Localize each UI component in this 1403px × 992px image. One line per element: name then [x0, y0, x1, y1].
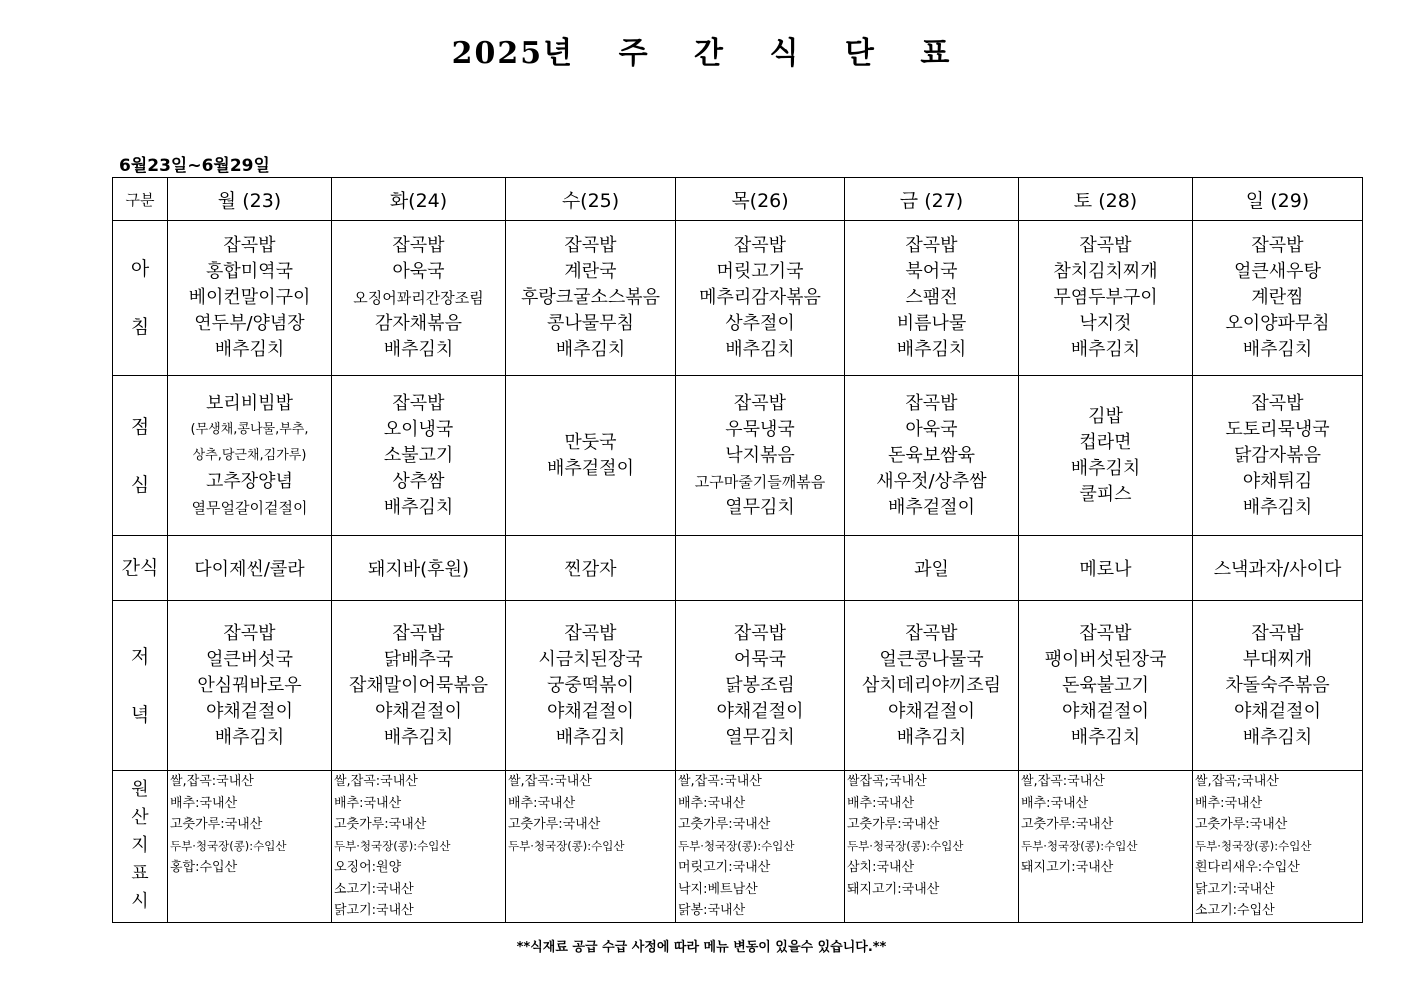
menu-item: 홍합미역국	[206, 261, 293, 282]
menu-item: 차돌숙주볶음	[1225, 674, 1330, 696]
menu-table	[112, 177, 1363, 923]
title-char: 간	[694, 36, 726, 71]
menu-item: 낙지볶음	[725, 444, 795, 466]
menu-item: 잡곡밥	[1251, 235, 1304, 256]
menu-item: 열무김치	[725, 496, 795, 518]
menu-item: 시금치된장국	[538, 648, 643, 670]
menu-item: 야채겉절이	[1062, 700, 1149, 722]
menu-item: 배추김치	[214, 339, 285, 360]
origin-item: 배추:국내산	[170, 795, 238, 811]
dinner-row	[113, 601, 1363, 771]
menu-item: 열무김치	[725, 726, 795, 748]
menu-item: 배추김치	[1070, 726, 1141, 748]
origin-item: 두부·청국장(콩):수입산	[1195, 838, 1312, 853]
menu-item: 잡곡밥	[1079, 622, 1132, 644]
menu-item: 잡곡밥	[564, 235, 617, 256]
menu-item: 잡곡밥	[223, 235, 276, 256]
origin-item: 고춧가루:국내산	[1195, 817, 1288, 832]
origin-item: 닭봉:국내산	[678, 903, 746, 918]
menu-item: 잡곡밥	[733, 235, 787, 256]
menu-item: 배추김치	[896, 726, 967, 748]
header-day-sat: 토 (28)	[1019, 178, 1193, 221]
header-row	[113, 178, 1363, 221]
dinner-tue	[332, 601, 506, 771]
menu-item: 잡곡밥	[733, 392, 787, 414]
menu-item: 궁중떡볶이	[547, 674, 634, 696]
menu-item: 상추절이	[725, 313, 795, 334]
menu-item: 아욱국	[905, 418, 958, 440]
lunch-sat	[1019, 376, 1193, 536]
menu-item: 안심꿔바로우	[197, 674, 302, 696]
menu-item: 새우젓/상추쌈	[876, 470, 987, 492]
menu-item: 메추리감자볶음	[699, 287, 821, 308]
menu-item: 배추김치	[214, 726, 285, 748]
origin-item: 쌀,잡곡:국내산	[678, 774, 762, 789]
title-char: 표	[920, 36, 952, 71]
footer-note: **식재료 공급 수급 사정에 따라 메뉴 변동이 있을수 있습니다.**	[516, 940, 887, 955]
origin-label	[113, 771, 168, 923]
snack-tue: 돼지바(후원)	[332, 536, 506, 601]
origin-item: 배추:국내산	[1021, 795, 1089, 811]
header-day-wed: 수(25)	[506, 178, 676, 221]
menu-item: 배추김치	[383, 496, 454, 518]
menu-item: 아욱국	[392, 261, 445, 282]
label-char: 표	[131, 863, 149, 885]
lunch-label	[113, 376, 168, 536]
origin-sun	[1193, 771, 1363, 923]
breakfast-fri	[845, 221, 1019, 376]
menu-item: 연두부/양념장	[194, 313, 305, 334]
menu-item: 부대찌개	[1242, 648, 1313, 670]
header-day-sun: 일 (29)	[1193, 178, 1363, 221]
breakfast-tue	[332, 221, 506, 376]
menu-item: 참치김치찌개	[1053, 261, 1158, 282]
origin-item: 머릿고기:국내산	[678, 860, 771, 875]
origin-item: 쌀,잡곡:국내산	[334, 774, 418, 789]
menu-item: (무생채,콩나물,부추,	[190, 421, 309, 437]
breakfast-mon	[168, 221, 332, 376]
origin-item: 배추:국내산	[847, 795, 915, 811]
menu-item: 비름나물	[896, 313, 967, 334]
menu-item: 어묵국	[733, 648, 787, 670]
menu-item: 오징어꽈리간장조림	[353, 289, 484, 307]
origin-fri	[845, 771, 1019, 923]
label-char: 저	[130, 645, 150, 668]
menu-item: 고구마줄기들깨볶음	[694, 472, 826, 491]
origin-row	[113, 771, 1363, 923]
label-char: 심	[130, 473, 150, 496]
origin-item: 돼지고기:국내산	[847, 881, 940, 897]
menu-item: 닭배추국	[383, 648, 454, 670]
origin-wed	[506, 771, 676, 923]
menu-item: 팽이버섯된장국	[1044, 648, 1167, 670]
dinner-mon	[168, 601, 332, 771]
menu-item: 김밥	[1088, 405, 1123, 427]
dinner-label	[113, 601, 168, 771]
menu-item: 고추장양념	[206, 470, 293, 492]
header-day-tue: 화(24)	[332, 178, 506, 221]
menu-item: 잡곡밥	[392, 392, 445, 414]
breakfast-sun	[1193, 221, 1363, 376]
origin-item: 두부·청국장(콩):수입산	[508, 838, 625, 853]
menu-item: 쿨피스	[1079, 483, 1132, 505]
label-char: 침	[130, 316, 150, 338]
header-day-fri: 금 (27)	[845, 178, 1019, 221]
origin-item: 고춧가루:국내산	[678, 817, 771, 832]
origin-item: 고춧가루:국내산	[847, 817, 940, 832]
menu-item: 야채겉절이	[547, 700, 634, 722]
menu-item: 잡곡밥	[392, 235, 445, 256]
menu-item: 계란국	[564, 261, 617, 282]
menu-item: 도토리묵냉국	[1225, 418, 1330, 440]
menu-item: 감자채볶음	[375, 313, 462, 334]
menu-item: 잡곡밥	[1251, 622, 1304, 644]
menu-item: 잡채말이어묵볶음	[348, 674, 489, 696]
menu-item: 무염두부구이	[1053, 287, 1158, 308]
breakfast-wed	[506, 221, 676, 376]
origin-item: 두부·청국장(콩):수입산	[678, 838, 795, 853]
origin-item: 쌀,잡곡:국내산	[1021, 774, 1105, 789]
snack-row	[113, 536, 1363, 601]
lunch-mon	[168, 376, 332, 536]
menu-item: 닭감자볶음	[1234, 444, 1321, 466]
header-gubun: 구분	[113, 178, 168, 221]
menu-item: 컵라면	[1079, 431, 1132, 453]
menu-item: 잡곡밥	[905, 392, 958, 414]
menu-item: 상추,당근채,김가루)	[192, 447, 307, 463]
title-char: 단	[844, 36, 876, 71]
label-char: 지	[131, 835, 149, 857]
origin-item: 고춧가루:국내산	[334, 817, 427, 832]
menu-item: 계란찜	[1251, 287, 1304, 308]
menu-item: 잡곡밥	[905, 235, 958, 256]
menu-item: 낙지젓	[1079, 313, 1132, 334]
dinner-thu	[676, 601, 845, 771]
menu-item: 잡곡밥	[905, 622, 958, 644]
snack-sun: 스낵과자/사이다	[1193, 536, 1363, 601]
menu-item: 배추김치	[383, 726, 454, 748]
menu-item: 배추김치	[1070, 339, 1141, 360]
origin-item: 쌀,잡곡;국내산	[1195, 774, 1279, 789]
origin-item: 두부·청국장(콩):수입산	[170, 838, 287, 853]
lunch-fri	[845, 376, 1019, 536]
menu-item: 돈육불고기	[1062, 674, 1149, 696]
menu-item: 얼큰버섯국	[206, 648, 293, 670]
origin-mon	[168, 771, 332, 923]
origin-sat	[1019, 771, 1193, 923]
menu-item: 야채튀김	[1242, 470, 1313, 492]
snack-mon: 다이제씬/콜라	[168, 536, 332, 601]
title-char: 식	[769, 36, 801, 71]
label-char: 시	[131, 891, 149, 913]
lunch-thu	[676, 376, 845, 536]
menu-item: 배추김치	[1242, 726, 1313, 748]
origin-item: 닭고기:국내산	[1195, 881, 1275, 897]
menu-item: 배추김치	[1070, 457, 1141, 479]
menu-item: 머릿고기국	[716, 261, 804, 282]
label-char: 원	[131, 779, 149, 801]
origin-thu	[676, 771, 845, 923]
header-day-mon: 월 (23)	[168, 178, 332, 221]
menu-item: 야채겉절이	[888, 700, 975, 722]
origin-tue	[332, 771, 506, 923]
lunch-row	[113, 376, 1363, 536]
menu-item: 야채겉절이	[1234, 700, 1321, 722]
week-period: 6월23일~6월29일	[119, 156, 270, 176]
menu-item: 오이냉국	[383, 418, 454, 440]
origin-item: 배추:국내산	[678, 795, 746, 811]
origin-item: 두부·청국장(콩):수입산	[847, 838, 964, 853]
page-title	[0, 28, 1403, 72]
title-year: 2025년	[451, 36, 575, 71]
menu-item: 열무얼갈이겉절이	[191, 498, 308, 517]
menu-item: 잡곡밥	[733, 622, 787, 644]
menu-item: 북어국	[905, 261, 958, 282]
menu-item: 닭봉조림	[725, 674, 795, 696]
menu-item: 배추김치	[383, 339, 454, 360]
label-char: 아	[130, 258, 150, 280]
snack-fri: 과일	[845, 536, 1019, 601]
label-char: 녁	[130, 703, 150, 726]
breakfast-row	[113, 221, 1363, 376]
menu-item: 콩나물무침	[547, 313, 634, 334]
dinner-wed	[506, 601, 676, 771]
menu-item: 잡곡밥	[223, 622, 276, 644]
origin-item: 두부·청국장(콩):수입산	[1021, 838, 1138, 853]
menu-item: 소불고기	[383, 444, 454, 466]
label-char: 산	[131, 807, 149, 829]
origin-item: 흰다리새우:수입산	[1195, 860, 1300, 875]
origin-item: 고춧가루:국내산	[508, 817, 601, 832]
snack-sat: 메로나	[1019, 536, 1193, 601]
origin-item: 낙지:베트남산	[678, 881, 758, 897]
origin-item: 삼치:국내산	[847, 860, 915, 875]
origin-item: 닭고기:국내산	[334, 903, 414, 918]
origin-item: 소고기:수입산	[1195, 903, 1275, 918]
menu-item: 만둣국	[564, 431, 617, 453]
dinner-fri	[845, 601, 1019, 771]
origin-item: 쌀잡곡;국내산	[847, 774, 927, 789]
title-char: 주	[618, 36, 650, 71]
menu-item: 얼큰콩나물국	[879, 648, 984, 670]
dinner-sat	[1019, 601, 1193, 771]
menu-item: 상추쌈	[392, 470, 445, 492]
origin-item: 오징어:원양	[334, 860, 402, 875]
menu-item: 배추김치	[725, 339, 795, 360]
menu-item: 베이컨말이구이	[188, 287, 311, 308]
breakfast-sat	[1019, 221, 1193, 376]
menu-item: 잡곡밥	[392, 622, 445, 644]
origin-item: 배추:국내산	[334, 795, 402, 811]
label-char: 점	[130, 415, 150, 438]
origin-item: 배추:국내산	[508, 795, 576, 811]
menu-item: 보리비빔밥	[206, 392, 293, 414]
breakfast-label	[113, 221, 168, 376]
menu-item: 스팸전	[905, 287, 958, 308]
origin-item: 돼지고기:국내산	[1021, 860, 1114, 875]
menu-item: 배추김치	[555, 339, 626, 360]
menu-item: 야채겉절이	[375, 700, 462, 722]
menu-item: 오이양파무침	[1225, 313, 1330, 334]
menu-item: 배추김치	[1242, 496, 1313, 518]
lunch-tue	[332, 376, 506, 536]
menu-item: 돈육보쌈육	[888, 444, 975, 466]
menu-item: 배추겉절이	[888, 496, 975, 518]
origin-item: 두부·청국장(콩):수입산	[334, 838, 451, 853]
menu-item: 후랑크굴소스볶음	[520, 287, 661, 308]
menu-item: 야채겉절이	[206, 700, 293, 722]
snack-thu	[676, 536, 845, 601]
menu-item: 잡곡밥	[1079, 235, 1132, 256]
origin-item: 고춧가루:국내산	[1021, 817, 1114, 832]
dinner-sun	[1193, 601, 1363, 771]
menu-item: 삼치데리야끼조림	[861, 674, 1002, 696]
menu-item: 배추김치	[555, 726, 626, 748]
menu-item: 얼큰새우탕	[1234, 261, 1321, 282]
menu-item: 잡곡밥	[564, 622, 617, 644]
origin-item: 홍합:수입산	[170, 860, 238, 875]
breakfast-thu	[676, 221, 845, 376]
menu-item: 배추김치	[1242, 339, 1313, 360]
menu-item: 잡곡밥	[1251, 392, 1304, 414]
lunch-sun	[1193, 376, 1363, 536]
snack-label: 간식	[113, 536, 168, 601]
origin-item: 소고기:국내산	[334, 881, 414, 897]
snack-wed: 찐감자	[506, 536, 676, 601]
origin-item: 쌀,잡곡:국내산	[170, 774, 254, 789]
menu-item: 야채겉절이	[716, 700, 804, 722]
origin-item: 쌀,잡곡:국내산	[508, 774, 592, 789]
menu-item: 배추겉절이	[547, 457, 634, 479]
lunch-wed	[506, 376, 676, 536]
menu-item: 배추김치	[896, 339, 967, 360]
origin-item: 고춧가루:국내산	[170, 817, 263, 832]
origin-item: 배추:국내산	[1195, 795, 1263, 811]
menu-item: 우묵냉국	[725, 418, 795, 440]
header-day-thu: 목(26)	[676, 178, 845, 221]
